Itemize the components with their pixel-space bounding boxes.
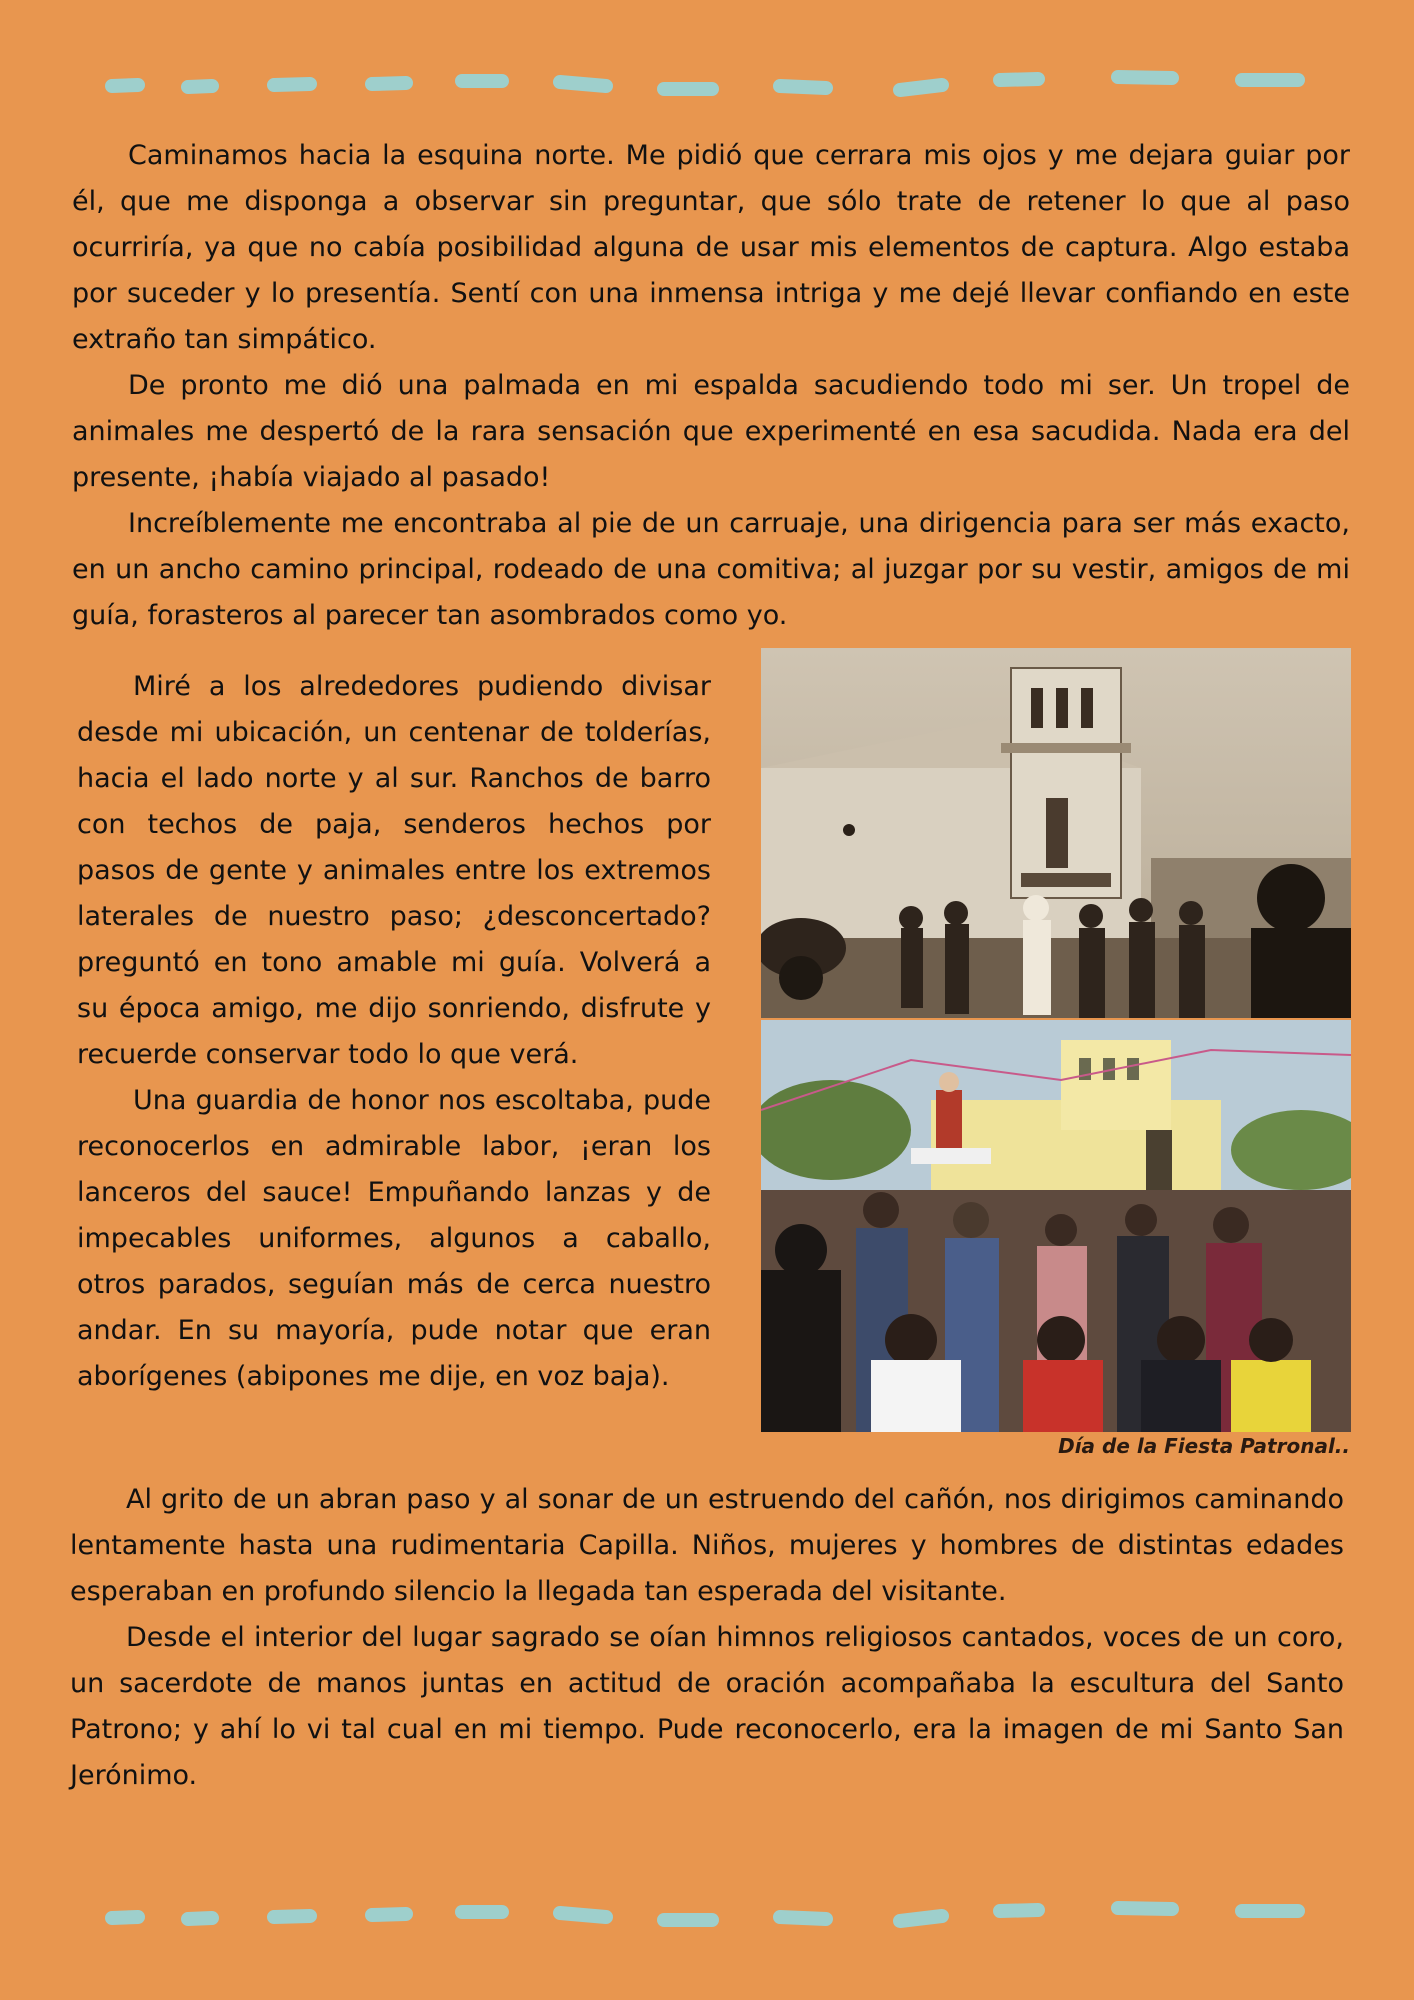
paragraph: De pronto me dió una palmada en mi espalda sacudiendo todo mi ser. Un tropel de animales me despertó de la rara sensación que experimenté en esa sacudida. Nada era del presente, ¡había viajado al pasado! [72,370,1350,493]
paragraph: Al grito de un abran paso y al sonar de un estruendo del cañón, nos dirigimos caminando lentamente hasta una rudimentaria Capilla. Niños, mujeres y hombres de distintas edades esperaban en profundo silencio la llegada tan esperada del visitante. [70,1484,1344,1607]
photo-caption: Día de la Fiesta Patronal.. [1058,1434,1350,1458]
top-dash-border [0,64,1414,104]
paragraph: Increíblemente me encontraba al pie de un carruaje, una dirigencia para ser más exacto, en un ancho camino principal, rodeado de una comitiva; al juzgar por su vestir, amigos de mi guía, forasteros al parecer tan asombrados como yo. [72,508,1350,631]
modern-procession-photo [761,1020,1351,1432]
story-bottom-section [70,1477,1344,1799]
story-top-section [72,133,1350,639]
bottom-dash-border [0,1898,1414,1938]
paragraph: Miré a los alrededores pudiendo divisar desde mi ubicación, un centenar de tolderías, hacia el lado norte y al sur. Ranchos de barro con techos de paja, senderos hechos por pasos de gente y animales entre los extremos laterales de nuestro paso; ¿desconcertado? preguntó en tono amable mi guía. Volverá a su época amigo, me dijo sonriendo, disfrute y recuerde conservar todo lo que verá. [77,671,711,1070]
story-left-column [77,664,711,1400]
paragraph: Una guardia de honor nos escoltaba, pude reconocerlos en admirable labor, ¡eran los lanceros del sauce! Empuñando lanzas y de impecables uniformes, algunos a caballo, otros parados, seguían más de cerca nuestro andar. En su mayoría, pude notar que eran aborígenes (abipones me dije, en voz baja). [77,1085,711,1392]
paragraph: Caminamos hacia la esquina norte. Me pidió que cerrara mis ojos y me dejara guiar por él, que me disponga a observar sin preguntar, que sólo trate de retener lo que al paso ocurriría, ya que no cabía posibilidad alguna de usar mis elementos de captura. Algo estaba por suceder y lo presentía. Sentí con una inmensa intriga y me dejé llevar confiando en este extraño tan simpático. [72,140,1350,355]
historic-procession-photo [761,648,1351,1018]
paragraph: Desde el interior del lugar sagrado se oían himnos religiosos cantados, voces de un coro, un sacerdote de manos juntas en actitud de oración acompañaba la escultura del Santo Patrono; y ahí lo vi tal cual en mi tiempo. Pude reconocerlo, era la imagen de mi Santo San Jerónimo. [70,1622,1344,1791]
